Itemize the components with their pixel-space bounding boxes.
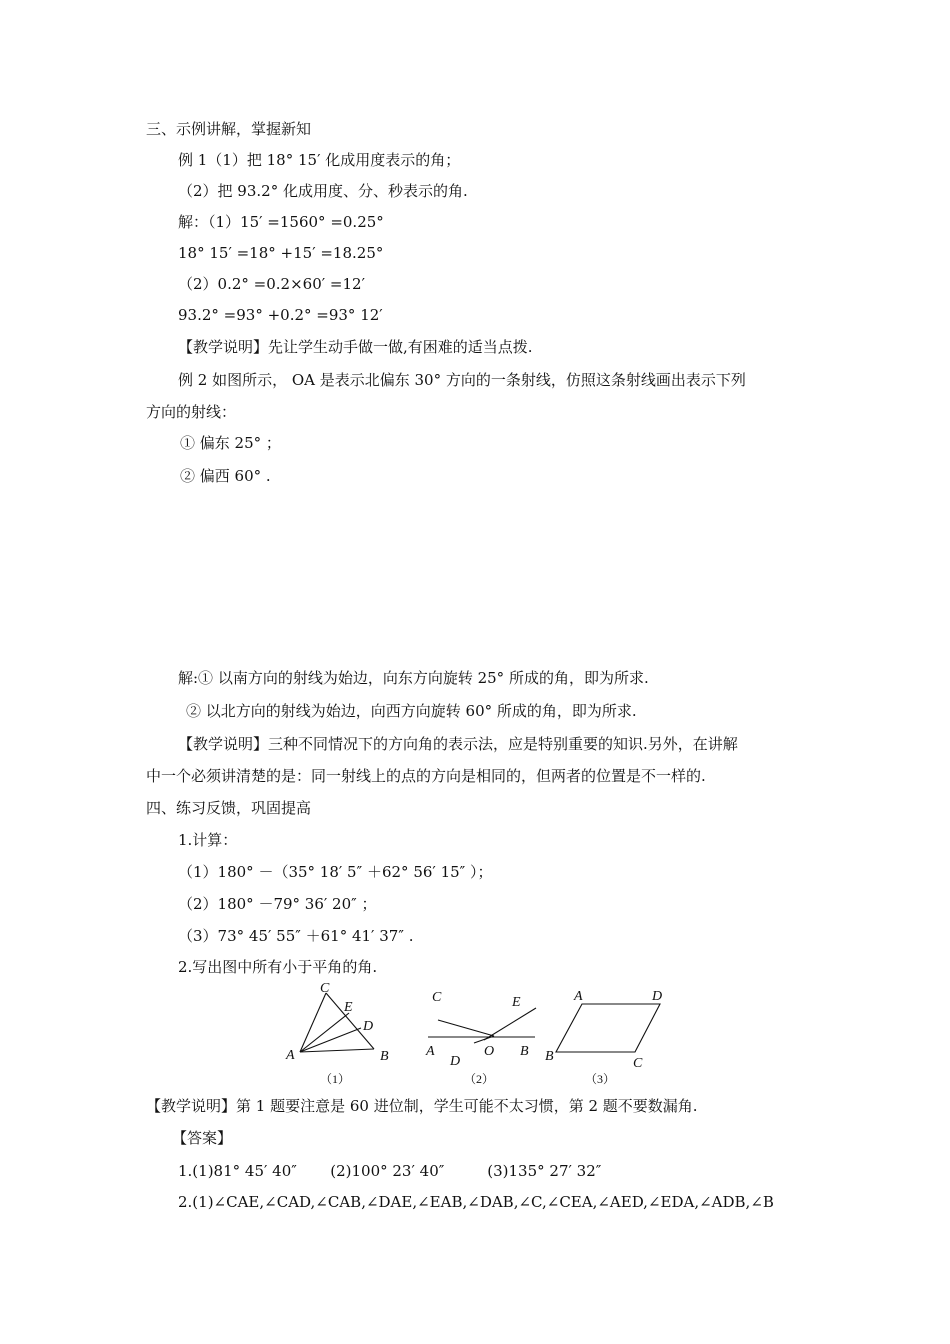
figure-1	[282, 983, 394, 1093]
fig1-label-b: B	[380, 1049, 389, 1064]
fig2-label-o: O	[484, 1044, 495, 1059]
example1-solution-line3: （2）0.2° =0.2×60′ =12′	[178, 275, 365, 293]
fig1-label-d: D	[363, 1019, 374, 1034]
fig2-label-c: C	[432, 990, 442, 1005]
exercise1-part2: （2）180° －79° 36′ 20″ ；	[178, 895, 377, 913]
teaching-note-2-line2: 中一个必须讲清楚的是：同一射线上的点的方向是相同的，但两者的位置是不一样的.	[146, 767, 706, 785]
teaching-note-2-line1: 【教学说明】三种不同情况下的方向角的表示法，应是特别重要的知识.另外，在讲解	[178, 735, 738, 753]
figure-3	[543, 983, 673, 1093]
example1-solution-line1: 解：（1）15′ =1560° =0.25°	[178, 213, 384, 231]
fig3-label-c: C	[633, 1056, 643, 1071]
answer-heading: 【答案】	[172, 1129, 233, 1147]
fig1-caption: （1）	[320, 1072, 351, 1086]
example2-solution2: ② 以北方向的射线为始边，向西方向旋转 60° 所成的角，即为所求.	[186, 702, 637, 720]
example1-question2: （2）把 93.2° 化成用度、分、秒表示的角.	[178, 182, 468, 200]
fig2-label-b: B	[520, 1044, 529, 1059]
section4-heading: 四、练习反馈，巩固提高	[146, 799, 312, 817]
exercise1-part1: （1）180° －（35° 18′ 5″ ＋62° 56′ 15″ ）；	[178, 863, 493, 881]
fig3-caption: （3）	[585, 1072, 616, 1086]
answer-1: 1.(1)81° 45′ 40″ (2)100° 23′ 40″ (3)135° 27′ 32″	[178, 1162, 602, 1180]
example2-line2: 方向的射线：	[146, 403, 237, 421]
fig2-caption: （2）	[464, 1072, 495, 1086]
exercise1-title: 1.计算：	[178, 831, 238, 849]
example1-solution-line4: 93.2° =93° +0.2° =93° 12′	[178, 306, 383, 324]
exercise2-title: 2.写出图中所有小于平角的角.	[178, 958, 378, 976]
example2-solution1: 解:① 以南方向的射线为始边，向东方向旋转 25° 所成的角，即为所求.	[178, 669, 649, 687]
exercise1-part3: （3）73° 45′ 55″ ＋61° 41′ 37″ .	[178, 927, 414, 945]
fig1-label-a: A	[286, 1048, 295, 1063]
example1-question1: 例 1（1）把 18° 15′ 化成用度表示的角；	[178, 151, 461, 169]
section3-heading: 三、示例讲解，掌握新知	[146, 120, 312, 138]
figure-2	[424, 983, 542, 1093]
fig2-label-d: D	[450, 1054, 461, 1069]
fig2-label-e: E	[512, 995, 521, 1010]
fig2-label-a: A	[426, 1044, 435, 1059]
example2-line1: 例 2 如图所示， OA 是表示北偏东 30° 方向的一条射线，仿照这条射线画出表示下列	[178, 371, 746, 389]
fig1-label-e: E	[344, 1000, 353, 1015]
example2-item2: ② 偏西 60° .	[180, 467, 271, 485]
answer-2: 2.(1)∠CAE,∠CAD,∠CAB,∠DAE,∠EAB,∠DAB,∠C,∠CEA,∠AED,∠EDA,∠ADB,∠B	[178, 1193, 774, 1211]
fig3-label-d: D	[652, 989, 663, 1004]
fig1-label-c: C	[320, 983, 330, 996]
example1-solution-line2: 18° 15′ =18° +15′ =18.25°	[178, 244, 384, 262]
teaching-note-3: 【教学说明】第 1 题要注意是 60 进位制，学生可能不太习惯，第 2 题不要数漏角.	[146, 1097, 698, 1115]
example2-item1: ① 偏东 25° ；	[180, 434, 281, 452]
fig3-label-a: A	[574, 989, 583, 1004]
teaching-note-1: 【教学说明】先让学生动手做一做,有困难的适当点拨.	[178, 338, 533, 356]
fig3-label-b: B	[545, 1049, 554, 1064]
